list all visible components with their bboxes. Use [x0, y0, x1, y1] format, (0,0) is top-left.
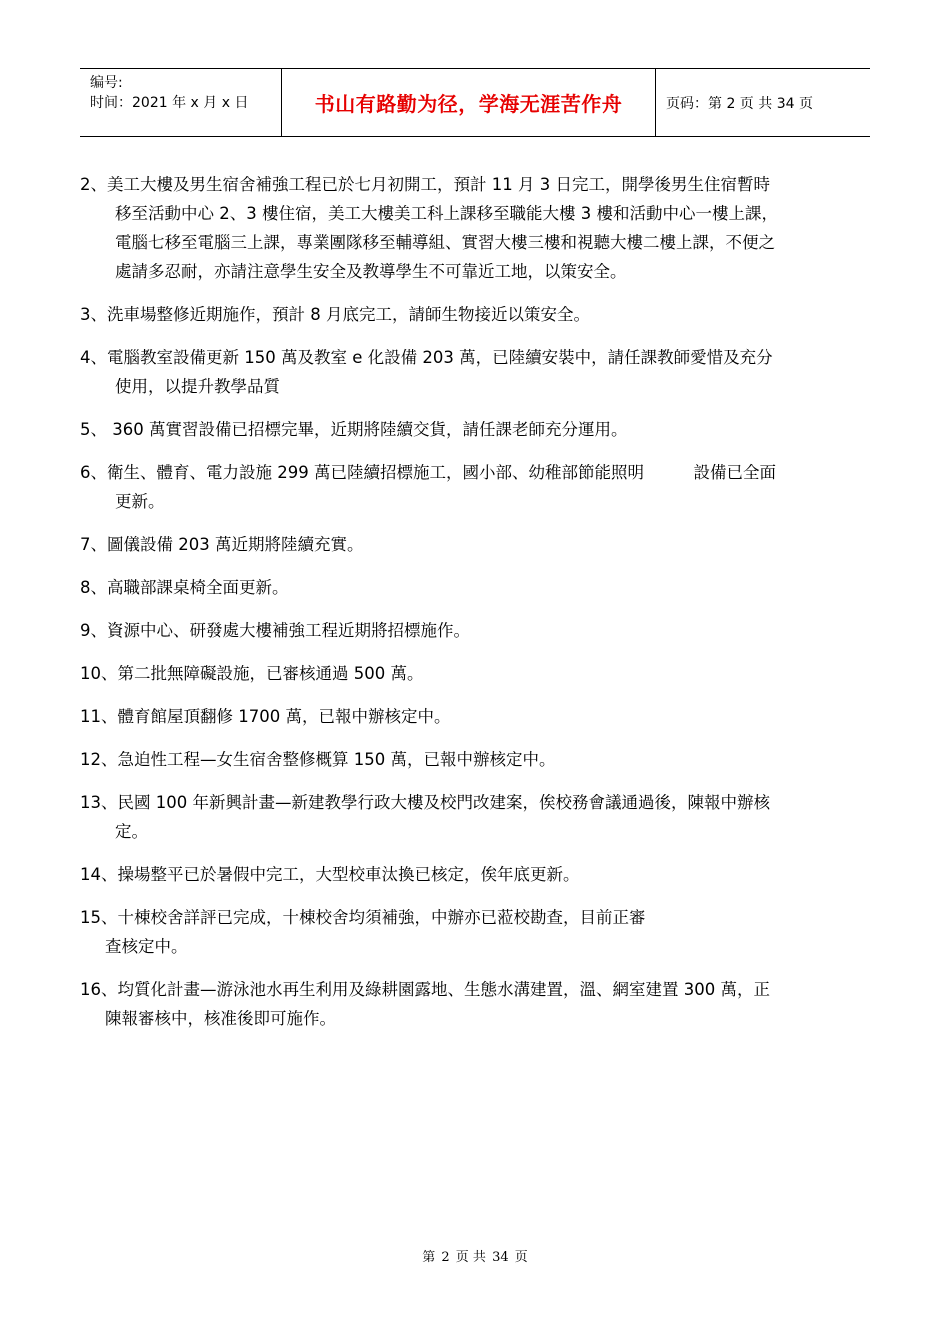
- list-item: 15、十棟校舍詳評已完成，十棟校舍均須補強，中辦亦已蒞校勘查，目前正審 查核定中。: [80, 908, 646, 956]
- header-page-info: 页码：第 2 页 共 34 页: [666, 95, 813, 112]
- list-item: 10、第二批無障礙設施，已審核通過 500 萬。: [80, 664, 424, 683]
- list-item: 6、衛生、體育、電力設施 299 萬已陸續招標施工，國小部、幼稚部節能照明 設備已全面 更新。: [80, 463, 776, 511]
- list-item: 11、體育館屋頂翻修 1700 萬，已報中辦核定中。: [80, 707, 451, 726]
- document-number-label: 编号:: [90, 75, 123, 91]
- footer-total-pages: 34: [492, 1250, 509, 1265]
- list-item: 7、圖儀設備 203 萬近期將陸續充實。: [80, 535, 364, 554]
- list-item: 3、洗車場整修近期施作，預計 8 月底完工，請師生物接近以策安全。: [80, 305, 590, 324]
- header-motto-cell: [282, 69, 656, 136]
- list-item: 5、 360 萬實習設備已招標完畢，近期將陸續交貨，請任課老師充分運用。: [80, 420, 628, 439]
- list-item: 13、民國 100 年新興計畫—新建教學行政大樓及校門改建案，俟校務會議通過後，陳報中辦核 定。: [80, 793, 770, 841]
- list-item: 8、高職部課桌椅全面更新。: [80, 578, 289, 597]
- list-item: 14、操場整平已於暑假中完工，大型校車汰換已核定，俟年底更新。: [80, 865, 580, 884]
- document-body: [80, 170, 885, 1047]
- header-motto: 书山有路勤为径，学海无涯苦作舟: [314, 92, 623, 116]
- list-item: 12、急迫性工程—女生宿舍整修概算 150 萬，已報中辦核定中。: [80, 750, 556, 769]
- list-item: 16、均質化計畫—游泳池水再生利用及綠耕園露地、生態水溝建置，溫、網室建置 300 萬，正 陳報審核中，核准後即可施作。: [80, 980, 770, 1028]
- page-footer: 第 2 页 共 34 页: [422, 1250, 528, 1265]
- list-item: 4、電腦教室設備更新 150 萬及教室 e 化設備 203 萬，已陸續安裝中，請任課教師愛惜及充分 使用，以提升教學品質: [80, 348, 773, 396]
- footer-page-number: 2: [441, 1250, 450, 1265]
- document-time: 时间：2021 年 x 月 x 日: [90, 95, 249, 111]
- list-item: 9、資源中心、研發處大樓補強工程近期將招標施作。: [80, 621, 470, 640]
- header-meta: [80, 69, 282, 136]
- page-header: [80, 68, 870, 137]
- list-item: 2、美工大樓及男生宿舍補強工程已於七月初開工，預計 11 月 3 日完工，開學後男生住宿暫時 移至活動中心 2、3 樓住宿，美工大樓美工科上課移至職能大樓 3 樓和活動中心一樓上課， 電腦七移至電腦三上課，專業團隊移至輔導組、實習大樓三樓和視聽大樓二樓上課，不便之 處請多忍耐，亦請注意學生安全及教導學生不可靠近工地，以策安全。: [80, 175, 778, 281]
